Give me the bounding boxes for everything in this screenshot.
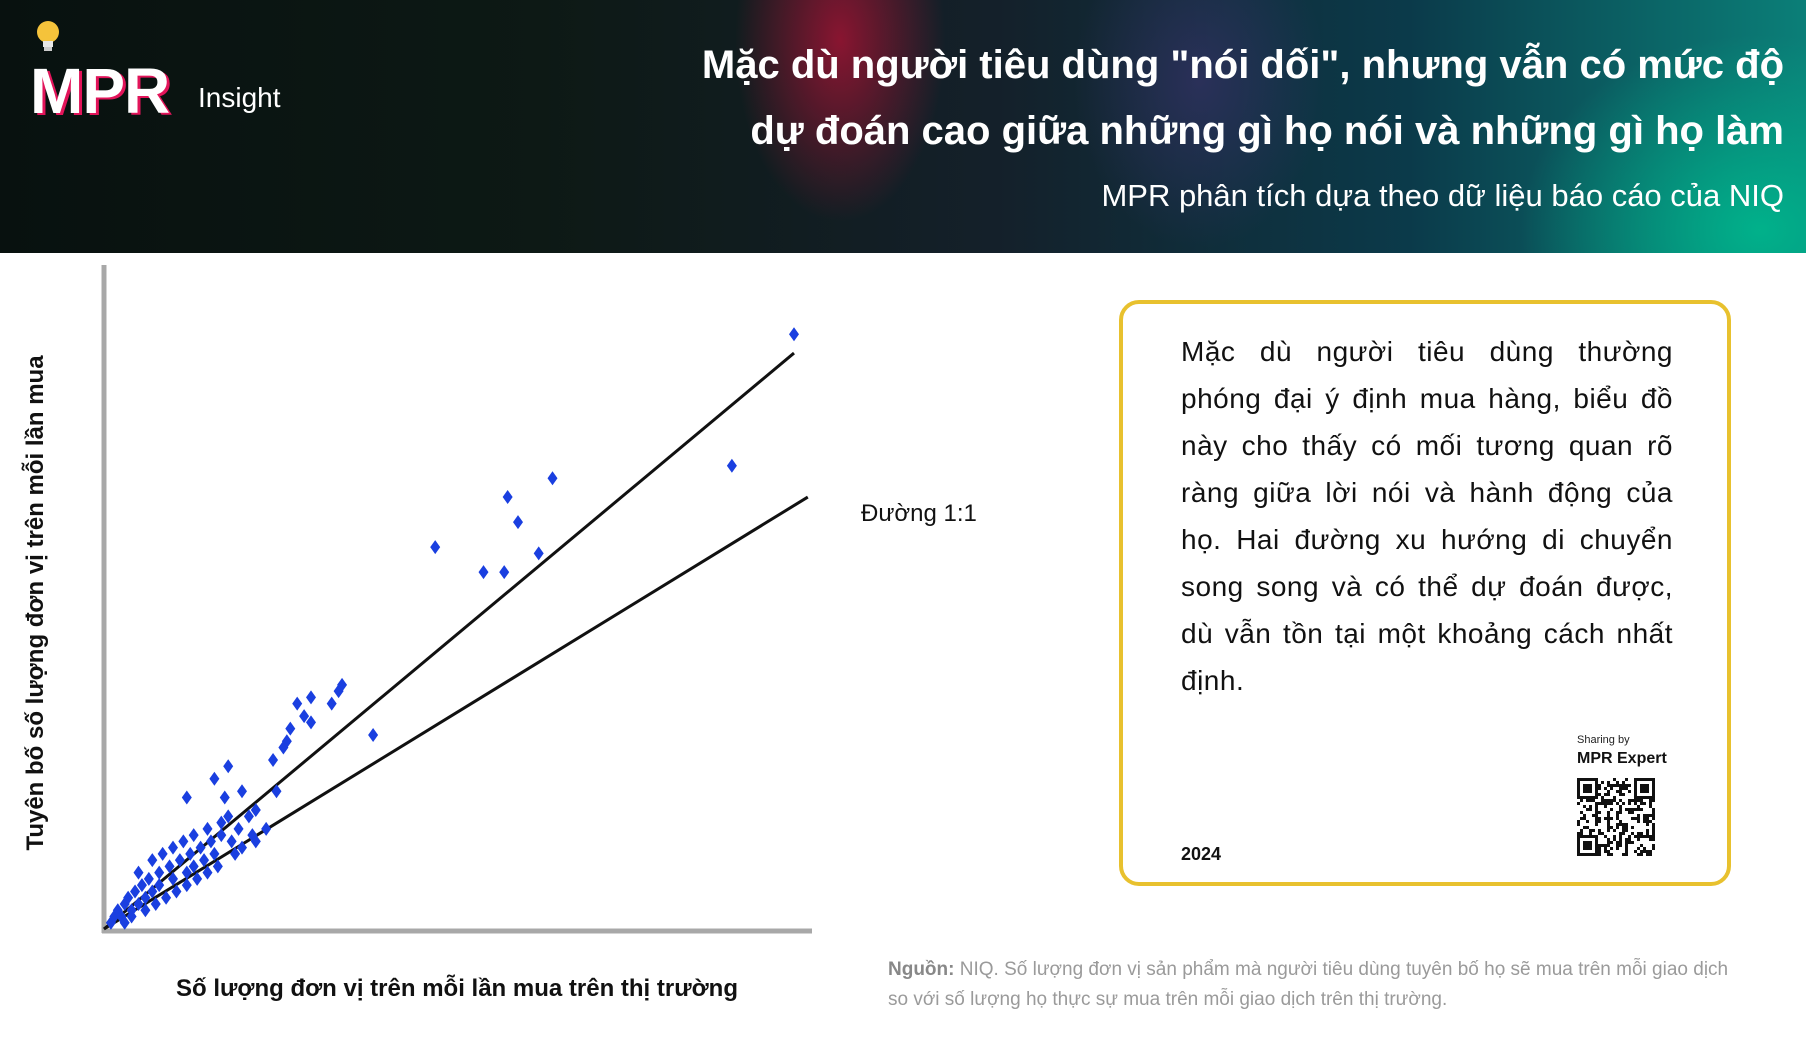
data-point: [182, 791, 192, 805]
data-point: [368, 728, 378, 742]
lightbulb-icon: [34, 20, 62, 54]
data-point: [503, 490, 513, 504]
data-point: [285, 722, 295, 736]
data-point: [216, 828, 226, 842]
source-text: NIQ. Số lượng đơn vị sản phẩm mà người tiêu dùng tuyên bố họ sẽ mua trên mỗi giao dịch so với số lượng họ thực sự mua trên mỗi giao dịch trên thị trường.: [888, 959, 1729, 1010]
data-point: [147, 853, 157, 867]
trend-line-2: [104, 497, 808, 929]
data-point: [292, 697, 302, 711]
qr-finder-center-3: [1583, 841, 1592, 850]
data-point: [548, 471, 558, 485]
data-point: [178, 834, 188, 848]
page-title: [584, 32, 1784, 164]
data-point: [261, 822, 271, 836]
data-point: [237, 784, 247, 798]
data-points: [106, 327, 799, 929]
data-point: [513, 515, 523, 529]
data-point: [223, 759, 233, 773]
data-point: [203, 822, 213, 836]
data-point: [327, 697, 337, 711]
data-point: [479, 565, 489, 579]
data-point: [168, 841, 178, 855]
page-subtitle: MPR phân tích dựa theo dữ liệu báo cáo của NIQ: [1101, 178, 1784, 213]
source-label: Nguồn:: [888, 959, 955, 980]
header-banner: [0, 0, 1806, 253]
sharing-name: MPR Expert: [1577, 750, 1667, 767]
logo-sub: Insight: [198, 82, 281, 113]
data-point: [220, 791, 230, 805]
line-annotation: Đường 1:1: [861, 500, 977, 527]
data-point: [534, 546, 544, 560]
y-axis-label: Tuyên bố số lượng đơn vị trên mỗi lần mua: [22, 355, 49, 851]
data-point: [234, 822, 244, 836]
x-axis-label: Số lượng đơn vị trên mỗi lần mua trên thị trường: [176, 975, 738, 1002]
data-point: [158, 847, 168, 861]
title-line-2: dự đoán cao giữa những gì họ nói và những gì họ làm: [750, 109, 1784, 153]
qr-finder-center-2: [1640, 784, 1649, 793]
title-line-1: Mặc dù người tiêu dùng "nói dối", nhưng vẫn có mức độ: [701, 43, 1784, 87]
data-point: [134, 866, 144, 880]
data-point: [268, 753, 278, 767]
data-point: [430, 540, 440, 554]
data-point: [189, 828, 199, 842]
scatter-chart: [0, 253, 1000, 953]
data-point: [306, 690, 316, 704]
insight-card: [1119, 300, 1731, 886]
data-point: [499, 565, 509, 579]
data-point: [227, 834, 237, 848]
data-point: [789, 327, 799, 341]
data-point: [154, 866, 164, 880]
qr-code-icon[interactable]: [1577, 778, 1655, 856]
data-point: [727, 459, 737, 473]
sharing-by-label: Sharing by: [1577, 734, 1630, 746]
data-point: [175, 853, 185, 867]
insight-text: Mặc dù người tiêu dùng thường phóng đại ý định mua hàng, biểu đồ này cho thấy có mối tương quan rõ ràng giữa lời nói và hành động của họ. Hai đường xu hướng di chuyển song song và có thể dự đoán được, dù vẫn tồn tại một khoảng cách nhất định.: [1181, 336, 1673, 696]
source-note: [888, 955, 1748, 1015]
qr-finder-center-1: [1583, 784, 1592, 793]
mpr-insight-logo: [30, 20, 300, 127]
data-point: [209, 772, 219, 786]
card-year: 2024: [1181, 844, 1222, 864]
logo-text: MPR: [30, 55, 170, 127]
